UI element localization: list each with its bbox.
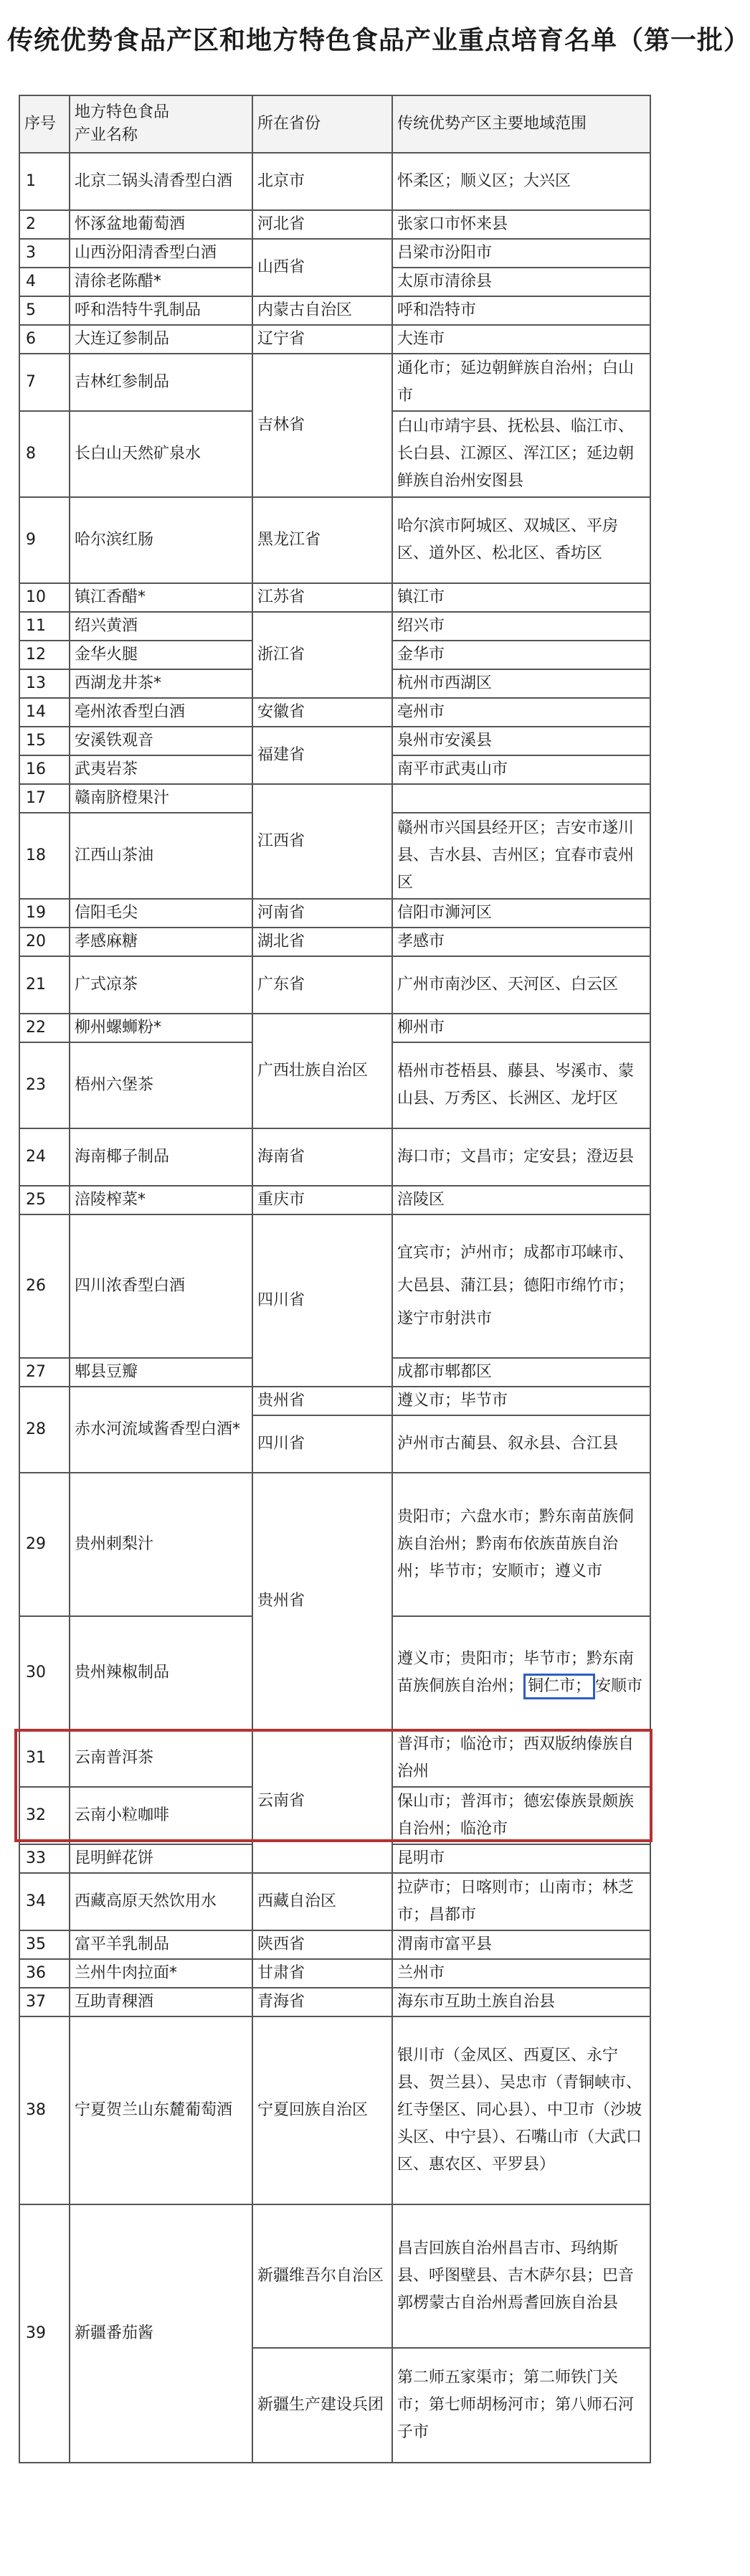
table-row (19, 497, 650, 583)
row-name: 宁夏贺兰山东麓葡萄酒 (70, 2016, 252, 2204)
row-name: 怀涿盆地葡萄酒 (70, 210, 252, 239)
row-region: 镇江市 (392, 583, 650, 612)
row-province: 西藏自治区 (252, 1873, 392, 1930)
row-name: 江西山茶油 (70, 813, 252, 899)
row-region: 拉萨市；日喀则市；山南市；林芝市；昌都市 (392, 1873, 650, 1930)
row-name: 贵州刺梨汁 (70, 1473, 252, 1616)
table-header-row (19, 95, 650, 153)
table-row (19, 727, 650, 755)
row-region: 昆明市 (392, 1844, 650, 1873)
row-index: 28 (19, 1387, 70, 1473)
row-name: 赤水河流域酱香型白酒* (70, 1387, 252, 1473)
row-region: 保山市；普洱市；德宏傣族景颇族自治州；临沧市 (392, 1787, 650, 1844)
row-index: 7 (19, 354, 70, 411)
row-name: 云南小粒咖啡 (70, 1787, 252, 1844)
row-region-line: 遂宁市射洪市 (397, 1310, 493, 1328)
row-index: 24 (19, 1128, 70, 1186)
row-region: 成都市郫都区 (392, 1358, 650, 1387)
row-province: 北京市 (252, 153, 392, 210)
row-index: 38 (19, 2016, 70, 2204)
header-index: 序号 (19, 95, 70, 153)
row-province: 陕西省 (252, 1930, 392, 1959)
header-name (70, 95, 252, 153)
row-index: 1 (19, 153, 70, 210)
row-index: 22 (19, 1014, 70, 1042)
table-row (19, 956, 650, 1014)
row-region: 遵义市；毕节市 (392, 1387, 650, 1415)
row-index: 14 (19, 698, 70, 727)
row-province: 海南省 (252, 1128, 392, 1186)
row-province: 河南省 (252, 899, 392, 928)
row-index: 23 (19, 1042, 70, 1128)
row-region: 泸州市古蔺县、叙永县、合江县 (392, 1415, 650, 1473)
row-region: 赣州市兴国县经开区；吉安市遂川县、吉水县、吉州区；宜春市袁州区 (392, 813, 650, 899)
table-row (19, 1473, 650, 1616)
row-region: 柳州市 (392, 1014, 650, 1042)
table-row (19, 296, 650, 325)
row-region-line: 遵义市；贵阳市；毕节市；黔东南 (397, 1650, 635, 1668)
table-row (19, 210, 650, 239)
row-region-line: 宜宾市；泸州市；成都市邛崃市、 (397, 1244, 635, 1262)
row-region: 海东市互助土族自治县 (392, 1988, 650, 2016)
table-row (19, 698, 650, 727)
table-row (19, 2016, 650, 2204)
row-name: 新疆番茄酱 (70, 2204, 252, 2463)
row-region: 亳州市 (392, 698, 650, 727)
table-row (19, 1186, 650, 1214)
table-row (19, 1730, 650, 1787)
row-name: 绍兴黄酒 (70, 612, 252, 641)
row-province: 甘肃省 (252, 1959, 392, 1988)
row-province: 重庆市 (252, 1186, 392, 1214)
row-province: 四川省 (252, 1214, 392, 1387)
row-name: 金华火腿 (70, 641, 252, 669)
row-province: 辽宁省 (252, 325, 392, 354)
table-row (19, 612, 650, 641)
row-region-line: 大邑县、蒲江县；德阳市绵竹市； (397, 1277, 635, 1295)
row-index: 5 (19, 296, 70, 325)
table-row (19, 1214, 650, 1358)
table-row (19, 2204, 650, 2348)
row-index: 31 (19, 1730, 70, 1787)
row-region: 呼和浩特市 (392, 296, 650, 325)
row-name: 柳州螺蛳粉* (70, 1014, 252, 1042)
row-region-part: 苗族侗族自治州； (397, 1677, 524, 1695)
row-index: 12 (19, 641, 70, 669)
table-row (19, 784, 650, 813)
row-name: 富平羊乳制品 (70, 1930, 252, 1959)
row-index: 34 (19, 1873, 70, 1930)
row-region: 吕梁市汾阳市 (392, 239, 650, 268)
row-region: 大连市 (392, 325, 650, 354)
row-province: 云南省 (252, 1730, 392, 1873)
table-row (19, 153, 650, 210)
row-region: 渭南市富平县 (392, 1930, 650, 1959)
row-region: 梧州市苍梧县、藤县、岑溪市、蒙山县、万秀区、长洲区、龙圩区 (392, 1042, 650, 1128)
row-region: 普洱市；临沧市；西双版纳傣族自治州 (392, 1730, 650, 1787)
table-row (19, 1873, 650, 1930)
row-name: 海南椰子制品 (70, 1128, 252, 1186)
row-name: 郫县豆瓣 (70, 1358, 252, 1387)
row-region: 泉州市安溪县 (392, 727, 650, 755)
row-name: 信阳毛尖 (70, 899, 252, 928)
row-name: 梧州六堡茶 (70, 1042, 252, 1128)
row-index: 27 (19, 1358, 70, 1387)
row-region: 杭州市西湖区 (392, 669, 650, 698)
row-province: 内蒙古自治区 (252, 296, 392, 325)
row-province: 江苏省 (252, 583, 392, 612)
row-name: 四川浓香型白酒 (70, 1214, 252, 1358)
row-index: 8 (19, 411, 70, 497)
food-region-table (19, 95, 651, 2463)
row-index: 37 (19, 1988, 70, 2016)
row-province: 山西省 (252, 239, 392, 296)
row-province: 四川省 (252, 1415, 392, 1473)
row-province: 吉林省 (252, 354, 392, 497)
row-province: 贵州省 (252, 1473, 392, 1730)
row-province: 黑龙江省 (252, 497, 392, 583)
row-region (392, 784, 650, 813)
row-region: 海口市；文昌市；定安县；澄迈县 (392, 1128, 650, 1186)
row-region (392, 1214, 650, 1358)
row-index: 29 (19, 1473, 70, 1616)
header-region: 传统优势产区主要地域范围 (392, 95, 650, 153)
row-name: 西湖龙井茶* (70, 669, 252, 698)
row-index: 13 (19, 669, 70, 698)
row-region: 绍兴市 (392, 612, 650, 641)
row-province: 新疆维吾尔自治区 (252, 2204, 392, 2348)
row-name: 赣南脐橙果汁 (70, 784, 252, 813)
header-name-line1: 地方特色食品 (75, 103, 170, 121)
row-name: 长白山天然矿泉水 (70, 411, 252, 497)
highlight-box: 铜仁市； (523, 1674, 595, 1699)
row-region: 信阳市浉河区 (392, 899, 650, 928)
row-name: 昆明鲜花饼 (70, 1844, 252, 1873)
row-province: 广东省 (252, 956, 392, 1014)
table-row (19, 1959, 650, 1988)
table-row (19, 1988, 650, 2016)
row-region: 白山市靖宇县、抚松县、临江市、长白县、江源区、浑江区；延边朝鲜族自治州安图县 (392, 411, 650, 497)
row-region: 兰州市 (392, 1959, 650, 1988)
row-index: 33 (19, 1844, 70, 1873)
page-title: 传统优势食品产区和地方特色食品产业重点培育名单（第一批） (7, 26, 750, 55)
row-name: 呼和浩特牛乳制品 (70, 296, 252, 325)
row-region: 涪陵区 (392, 1186, 650, 1214)
row-index: 39 (19, 2204, 70, 2463)
row-name: 亳州浓香型白酒 (70, 698, 252, 727)
row-index: 16 (19, 755, 70, 784)
row-name: 北京二锅头清香型白酒 (70, 153, 252, 210)
row-name: 孝感麻糖 (70, 928, 252, 956)
row-region: 通化市；延边朝鲜族自治州；白山市 (392, 354, 650, 411)
row-region: 哈尔滨市阿城区、双城区、平房区、道外区、松北区、香坊区 (392, 497, 650, 583)
row-province: 河北省 (252, 210, 392, 239)
row-province: 青海省 (252, 1988, 392, 2016)
header-province: 所在省份 (252, 95, 392, 153)
row-region: 第二师五家渠市；第二师铁门关市；第七师胡杨河市；第八师石河子市 (392, 2348, 650, 2463)
row-name: 贵州辣椒制品 (70, 1616, 252, 1730)
row-name: 互助青稞酒 (70, 1988, 252, 2016)
table-row (19, 928, 650, 956)
row-region: 张家口市怀来县 (392, 210, 650, 239)
row-index: 15 (19, 727, 70, 755)
table-row (19, 239, 650, 268)
row-name: 清徐老陈醋* (70, 268, 252, 296)
row-index: 11 (19, 612, 70, 641)
row-province: 贵州省 (252, 1387, 392, 1415)
row-index: 6 (19, 325, 70, 354)
row-index: 20 (19, 928, 70, 956)
row-province: 广西壮族自治区 (252, 1014, 392, 1128)
row-index: 26 (19, 1214, 70, 1358)
table-row (19, 1014, 650, 1042)
row-index: 36 (19, 1959, 70, 1988)
row-name: 武夷岩茶 (70, 755, 252, 784)
row-index: 19 (19, 899, 70, 928)
row-province: 湖北省 (252, 928, 392, 956)
row-name: 山西汾阳清香型白酒 (70, 239, 252, 268)
row-region-part: 安顺市 (595, 1677, 643, 1695)
row-province: 宁夏回族自治区 (252, 2016, 392, 2204)
row-region: 银川市（金凤区、西夏区、永宁县、贺兰县）、吴忠市（青铜峡市、红寺堡区、同心县）、中卫市（沙坡头区、中宁县）、石嘴山市（大武口区、惠农区、平罗县） (392, 2016, 650, 2204)
table-row (19, 899, 650, 928)
table-row (19, 325, 650, 354)
row-region: 贵阳市；六盘水市；黔东南苗族侗族自治州；黔南布依族苗族自治州；毕节市；安顺市；遵义市 (392, 1473, 650, 1616)
table-row (19, 583, 650, 612)
row-index: 10 (19, 583, 70, 612)
row-name: 兰州牛肉拉面* (70, 1959, 252, 1988)
row-name: 镇江香醋* (70, 583, 252, 612)
row-region: 昌吉回族自治州昌吉市、玛纳斯县、呼图壁县、吉木萨尔县；巴音郭楞蒙古自治州焉耆回族自治县 (392, 2204, 650, 2348)
row-province: 安徽省 (252, 698, 392, 727)
row-name: 西藏高原天然饮用水 (70, 1873, 252, 1930)
row-region: 孝感市 (392, 928, 650, 956)
row-province: 新疆生产建设兵团 (252, 2348, 392, 2463)
header-name-line2: 产业名称 (75, 126, 138, 144)
row-name: 吉林红参制品 (70, 354, 252, 411)
row-index: 3 (19, 239, 70, 268)
table-row (19, 1387, 650, 1415)
row-index: 9 (19, 497, 70, 583)
row-region: 太原市清徐县 (392, 268, 650, 296)
row-region: 南平市武夷山市 (392, 755, 650, 784)
row-region (392, 1616, 650, 1730)
table-row (19, 1128, 650, 1186)
row-region: 金华市 (392, 641, 650, 669)
row-name: 云南普洱茶 (70, 1730, 252, 1787)
row-region: 怀柔区；顺义区；大兴区 (392, 153, 650, 210)
row-index: 2 (19, 210, 70, 239)
row-province: 福建省 (252, 727, 392, 784)
row-index: 30 (19, 1616, 70, 1730)
row-index: 25 (19, 1186, 70, 1214)
row-name: 安溪铁观音 (70, 727, 252, 755)
row-region: 广州市南沙区、天河区、白云区 (392, 956, 650, 1014)
row-province: 浙江省 (252, 612, 392, 698)
row-index: 17 (19, 784, 70, 813)
row-name: 哈尔滨红肠 (70, 497, 252, 583)
row-index: 21 (19, 956, 70, 1014)
row-index: 32 (19, 1787, 70, 1844)
row-index: 35 (19, 1930, 70, 1959)
row-index: 18 (19, 813, 70, 899)
row-name: 大连辽参制品 (70, 325, 252, 354)
table-row (19, 1930, 650, 1959)
row-name: 涪陵榨菜* (70, 1186, 252, 1214)
row-name: 广式凉茶 (70, 956, 252, 1014)
row-province: 江西省 (252, 784, 392, 899)
row-index: 4 (19, 268, 70, 296)
table-row (19, 354, 650, 411)
